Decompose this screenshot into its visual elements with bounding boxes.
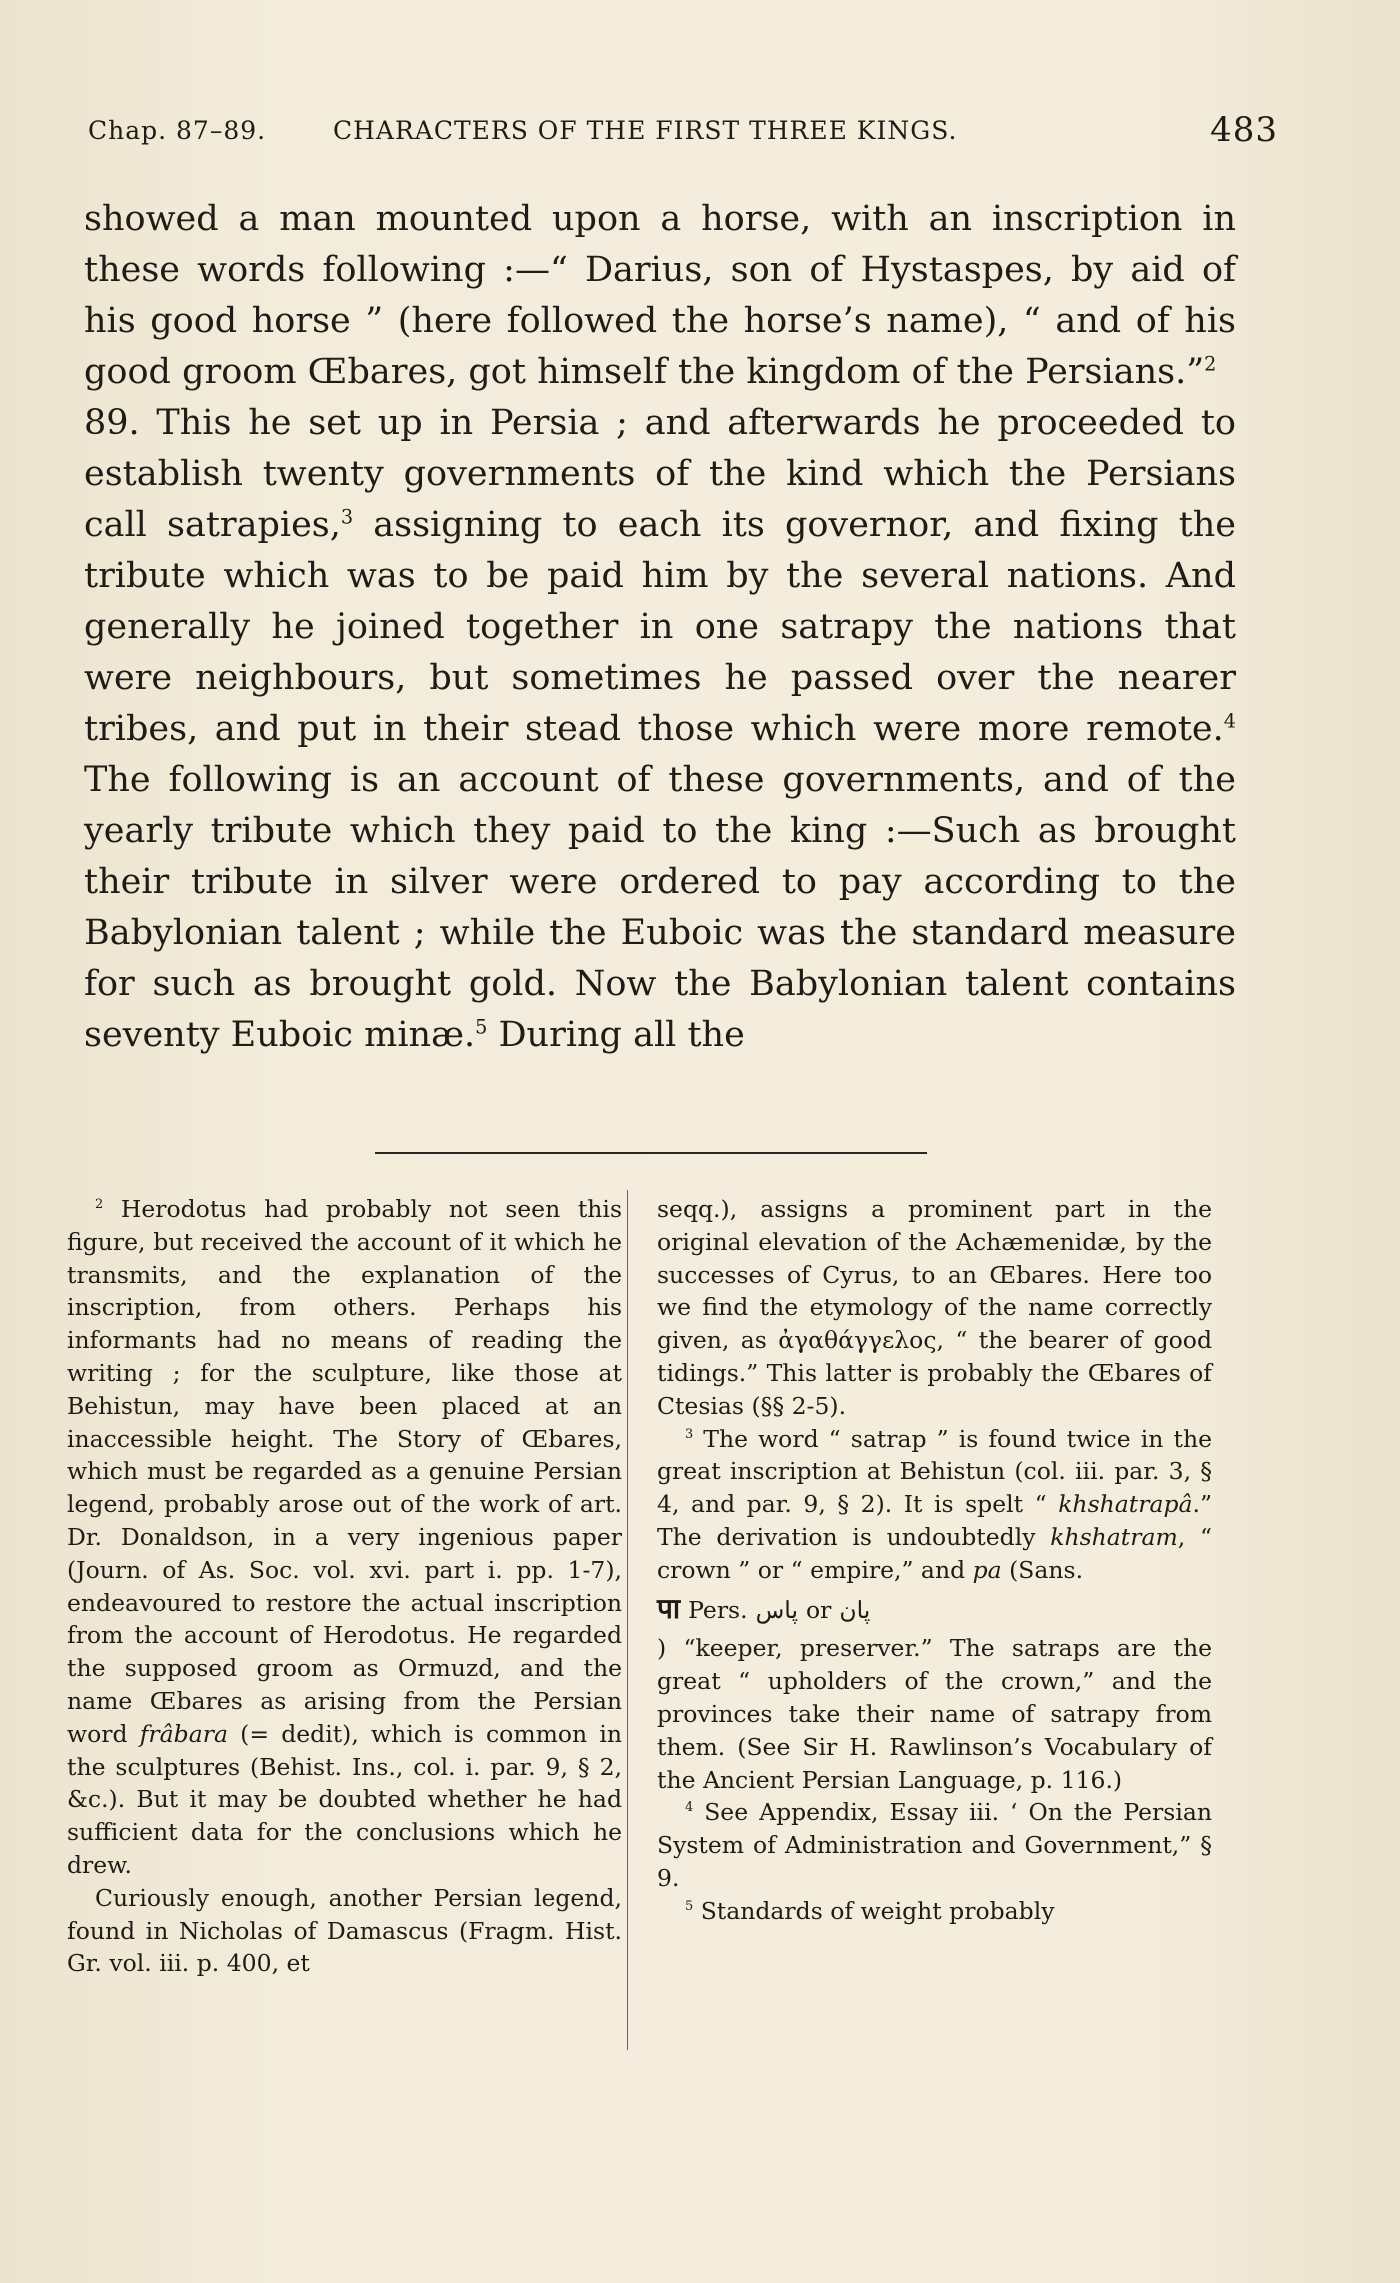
paragraph-1 [84,194,1236,398]
footnote-ref-2[interactable]: 2 [1204,352,1217,376]
footnote-5-number: 5 [685,1898,694,1914]
footnote-3-text-b: .” The derivation is undoubtedly [657,1490,1212,1551]
footnote-2-word: frâbara [139,1719,228,1748]
footnote-2-end [657,1193,1212,1423]
paragraph-89-text-d: During all the [487,1015,745,1055]
footnote-2-number: 2 [95,1197,104,1213]
footnote-3-text-a: The word “ satrap ” is found twice in the great inscription at Behistun (col. iii. par. 3, § 4, and par. 9, § 2). It is spelt “ [657,1424,1212,1519]
page-number: 483 [1210,110,1278,150]
footnote-2-text-b: (= dedit), which is common in the sculptures (Behist. Ins., col. i. par. 9, § 2, &c.). But it may be doubted whether he had sufficient data for the conclusions which he drew. [67,1719,623,1879]
footnote-ref-3[interactable]: 3 [340,505,354,529]
running-title: CHARACTERS OF THE FIRST THREE KINGS. [333,116,958,145]
footnotes-right-column [657,1193,1212,1928]
footnote-3-word-2: khshatram [1050,1522,1178,1551]
sanskrit-glyph: पा [657,1591,681,1625]
footnote-5 [657,1895,1212,1928]
footnote-4-text: See Appendix, Essay iii. ‘ On the Persian System of Administration and Government,” § 9. [657,1798,1212,1892]
footnote-3-number: 3 [685,1426,694,1442]
footnote-3-text-c: , “ crown ” or “ empire,” and [657,1522,1212,1584]
footnote-3 [657,1423,1212,1587]
footnote-3-script-line [657,1593,1212,1627]
paragraph-89-text-c: The following is an account of these governments, and of the yearly tribute which they paid to the king :—Such as brought their tribute in silver were ordered to pay according to the Babylonian talent ; while the Euboic was the standard measure for such as brought gold. Now the Babylonian talent contains seventy Euboic minæ. [84,760,1236,1055]
footnote-ref-4[interactable]: 4 [1223,709,1236,733]
footnote-3-word-1: khshatrapâ [1058,1490,1193,1519]
footnote-3-or: or [805,1595,832,1624]
footnote-3-text-f: ) “keeper, preserver.” The satraps are the great “ upholders of the crown,” and the provinces take their name of satrapy from them. (See Sir H. Rawlinson’s Vocabulary of the Ancient Persian Language, p. 116.) [657,1634,1212,1794]
footnote-2-text-d: seqq.), assigns a prominent part in the original elevation of the Achæmenidæ, by the successes of Cyrus, to an Œbares. Here too we find the etymology of the name correctly given, as ἀγαθάγγελος, “ the bearer of good tidings.” This latter is probably the Œbares of Ctesias (§§ 2-5). [657,1195,1212,1420]
main-text [84,194,1236,1061]
footnote-2 [67,1193,622,1882]
footnote-3-continued [657,1632,1212,1796]
paragraph-89 [84,398,1236,1061]
footnote-4 [657,1796,1212,1894]
footnote-2-text-c: Curiously enough, another Persian legend, found in Nicholas of Damascus (Fragm. Hist. Gr. vol. iii. p. 400, et [67,1883,622,1978]
footnote-5-text: Standards of weight probably [693,1896,1055,1925]
footnote-3-pers-label: Pers. [688,1595,748,1624]
footnote-separator [375,1152,927,1154]
paragraph-1-text: showed a man mounted upon a horse, with an inscription in these words following :—“ Darius, son of Hystaspes, by aid of his good horse ” (here followed the horse’s name), “ and of his good groom Œbares, got himself the kingdom of the Persians.” [84,199,1236,392]
footnote-4-number: 4 [685,1800,694,1816]
persian-word-2: پان [839,1595,871,1624]
paragraph-89-text-b: assigning to each its governor, and fixing the tribute which was to be paid him by the several nations. And generally he joined together in one satrapy the nations that were neighbours, but sometimes he passed over the nearer tribes, and put in their stead those which were more remote. [84,505,1237,749]
footnote-3-word-3: pa [972,1555,1002,1584]
footnote-3-text-d: (Sans. [1001,1555,1084,1584]
running-header [88,110,1278,154]
paragraph-89-text-a: 89. This he set up in Persia ; and afterwards he proceeded to establish twenty governments of the kind which the Persians call satrapies, [84,403,1236,545]
footnotes-left-column [67,1193,622,1980]
footnote-2-continued [67,1882,622,1980]
footnote-2-text-a: Herodotus had probably not seen this figure, but received the account of it which he transmits, and the explanation of the inscription, from others. Perhaps his informants had no means of reading the writing ; for the sculpture, like those at Behistun, may have been placed at an inaccessible height. The Story of Œbares, which must be regarded as a genuine Persian legend, probably arose out of the work of art. Dr. Donaldson, in a very ingenious paper (Journ. of As. Soc. vol. xvi. part i. pp. 1-7), endeavoured to restore the actual inscription from the account of Herodotus. He regarded the supposed groom as Ormuzd, and the name Œbares as arising from the Persian word [67,1195,622,1748]
persian-word-1: پاس [755,1595,798,1624]
chapter-reference: Chap. 87–89. [88,116,267,145]
column-divider [627,1190,628,2050]
footnote-ref-5[interactable]: 5 [475,1015,488,1039]
